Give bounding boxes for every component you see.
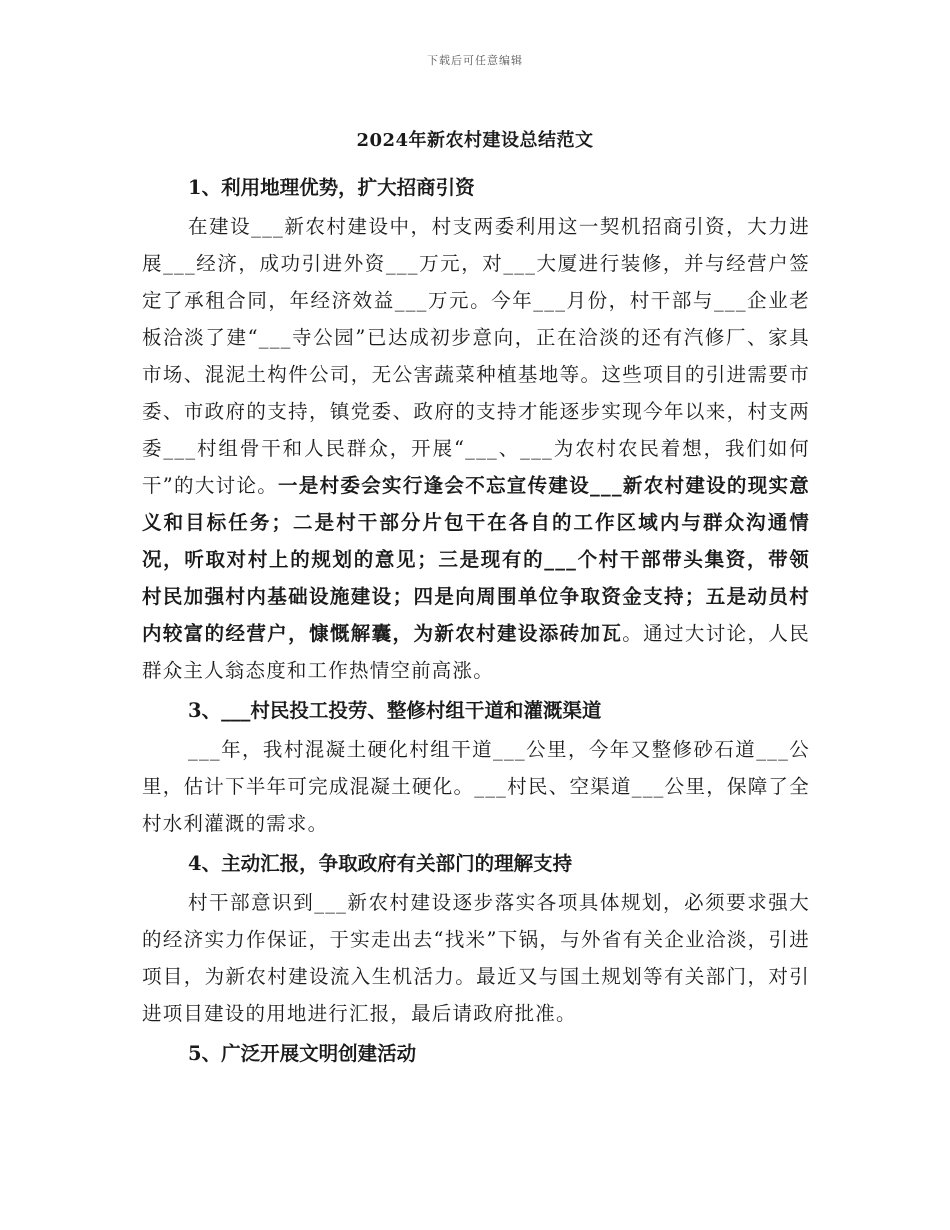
section-paragraph-3: ___年，我村混凝土硬化村组干道___公里，今年又整修砂石道___公里，估计下半年可完成混凝土硬化。___村民、空渠道___公里，保障了全村水利灌溉的需求。 bbox=[142, 738, 810, 835]
section-heading-3: 3、___村民投工投劳、整修村组干道和灌溉渠道 bbox=[188, 699, 602, 722]
document-body bbox=[142, 168, 810, 1074]
document-title: 2024年新农村建设总结范文 bbox=[356, 130, 594, 151]
paragraph-text: 在建设___新农村建设中，村支两委利用这一契机招商引资，大力进展___经济，成功引进外资___万元，对___大厦进行装修，并与经营户签定了承租合同，年经济效益___万元。今年___月份，村干部与___企业老板洽淡了建“___寺公园”已达成初步意向，正在洽淡的还有汽修厂、家具市场、混泥土构件公司，无公害蔬菜种植基地等。这些项目的引进需要市委、市政府的支持，镇党委、政府的支持才能逐步实现今年以来，村支两委___村组骨干和人民群众，开展“___、___为农村农民着想，我们如何干”的大讨论。 bbox=[142, 215, 810, 497]
section-heading-4: 4、主动汇报，争取政府有关部门的理解支持 bbox=[188, 852, 573, 875]
section-heading-1: 1、利用地理优势，扩大招商引资 bbox=[188, 176, 475, 199]
paragraph-bold-text: 一是村委会实行逢会不忘宣传建设___新农村建设的现实意义和目标任务；二是村干部分片包干在各自的工作区域内与群众沟通情况，听取对村上的规划的意见；三是现有的___个村干部带头集资，带领村民加强村内基础设施建设；四是向周围单位争取资金支持；五是动员村内较富的经营户，慷慨解囊，为新农村建设添砖加瓦 bbox=[142, 474, 810, 645]
section-heading-5: 5、广泛开展文明创建活动 bbox=[188, 1042, 417, 1065]
section-paragraph-1 bbox=[142, 208, 810, 689]
paragraph-text: 。通过大讨论，人民群众主人翁态度和工作热情空前高涨。 bbox=[142, 622, 810, 682]
page-header-note: 下载后可任意编辑 bbox=[427, 54, 523, 67]
section-paragraph-4: 村干部意识到___新农村建设逐步落实各项具体规划，必须要求强大的经济实力作保证，于实走出去“找米”下锅，与外省有关企业洽淡，引进项目，为新农村建设流入生机活力。最近又与国土规划等有关部门，对引进项目建设的用地进行汇报，最后请政府批准。 bbox=[142, 891, 810, 1025]
